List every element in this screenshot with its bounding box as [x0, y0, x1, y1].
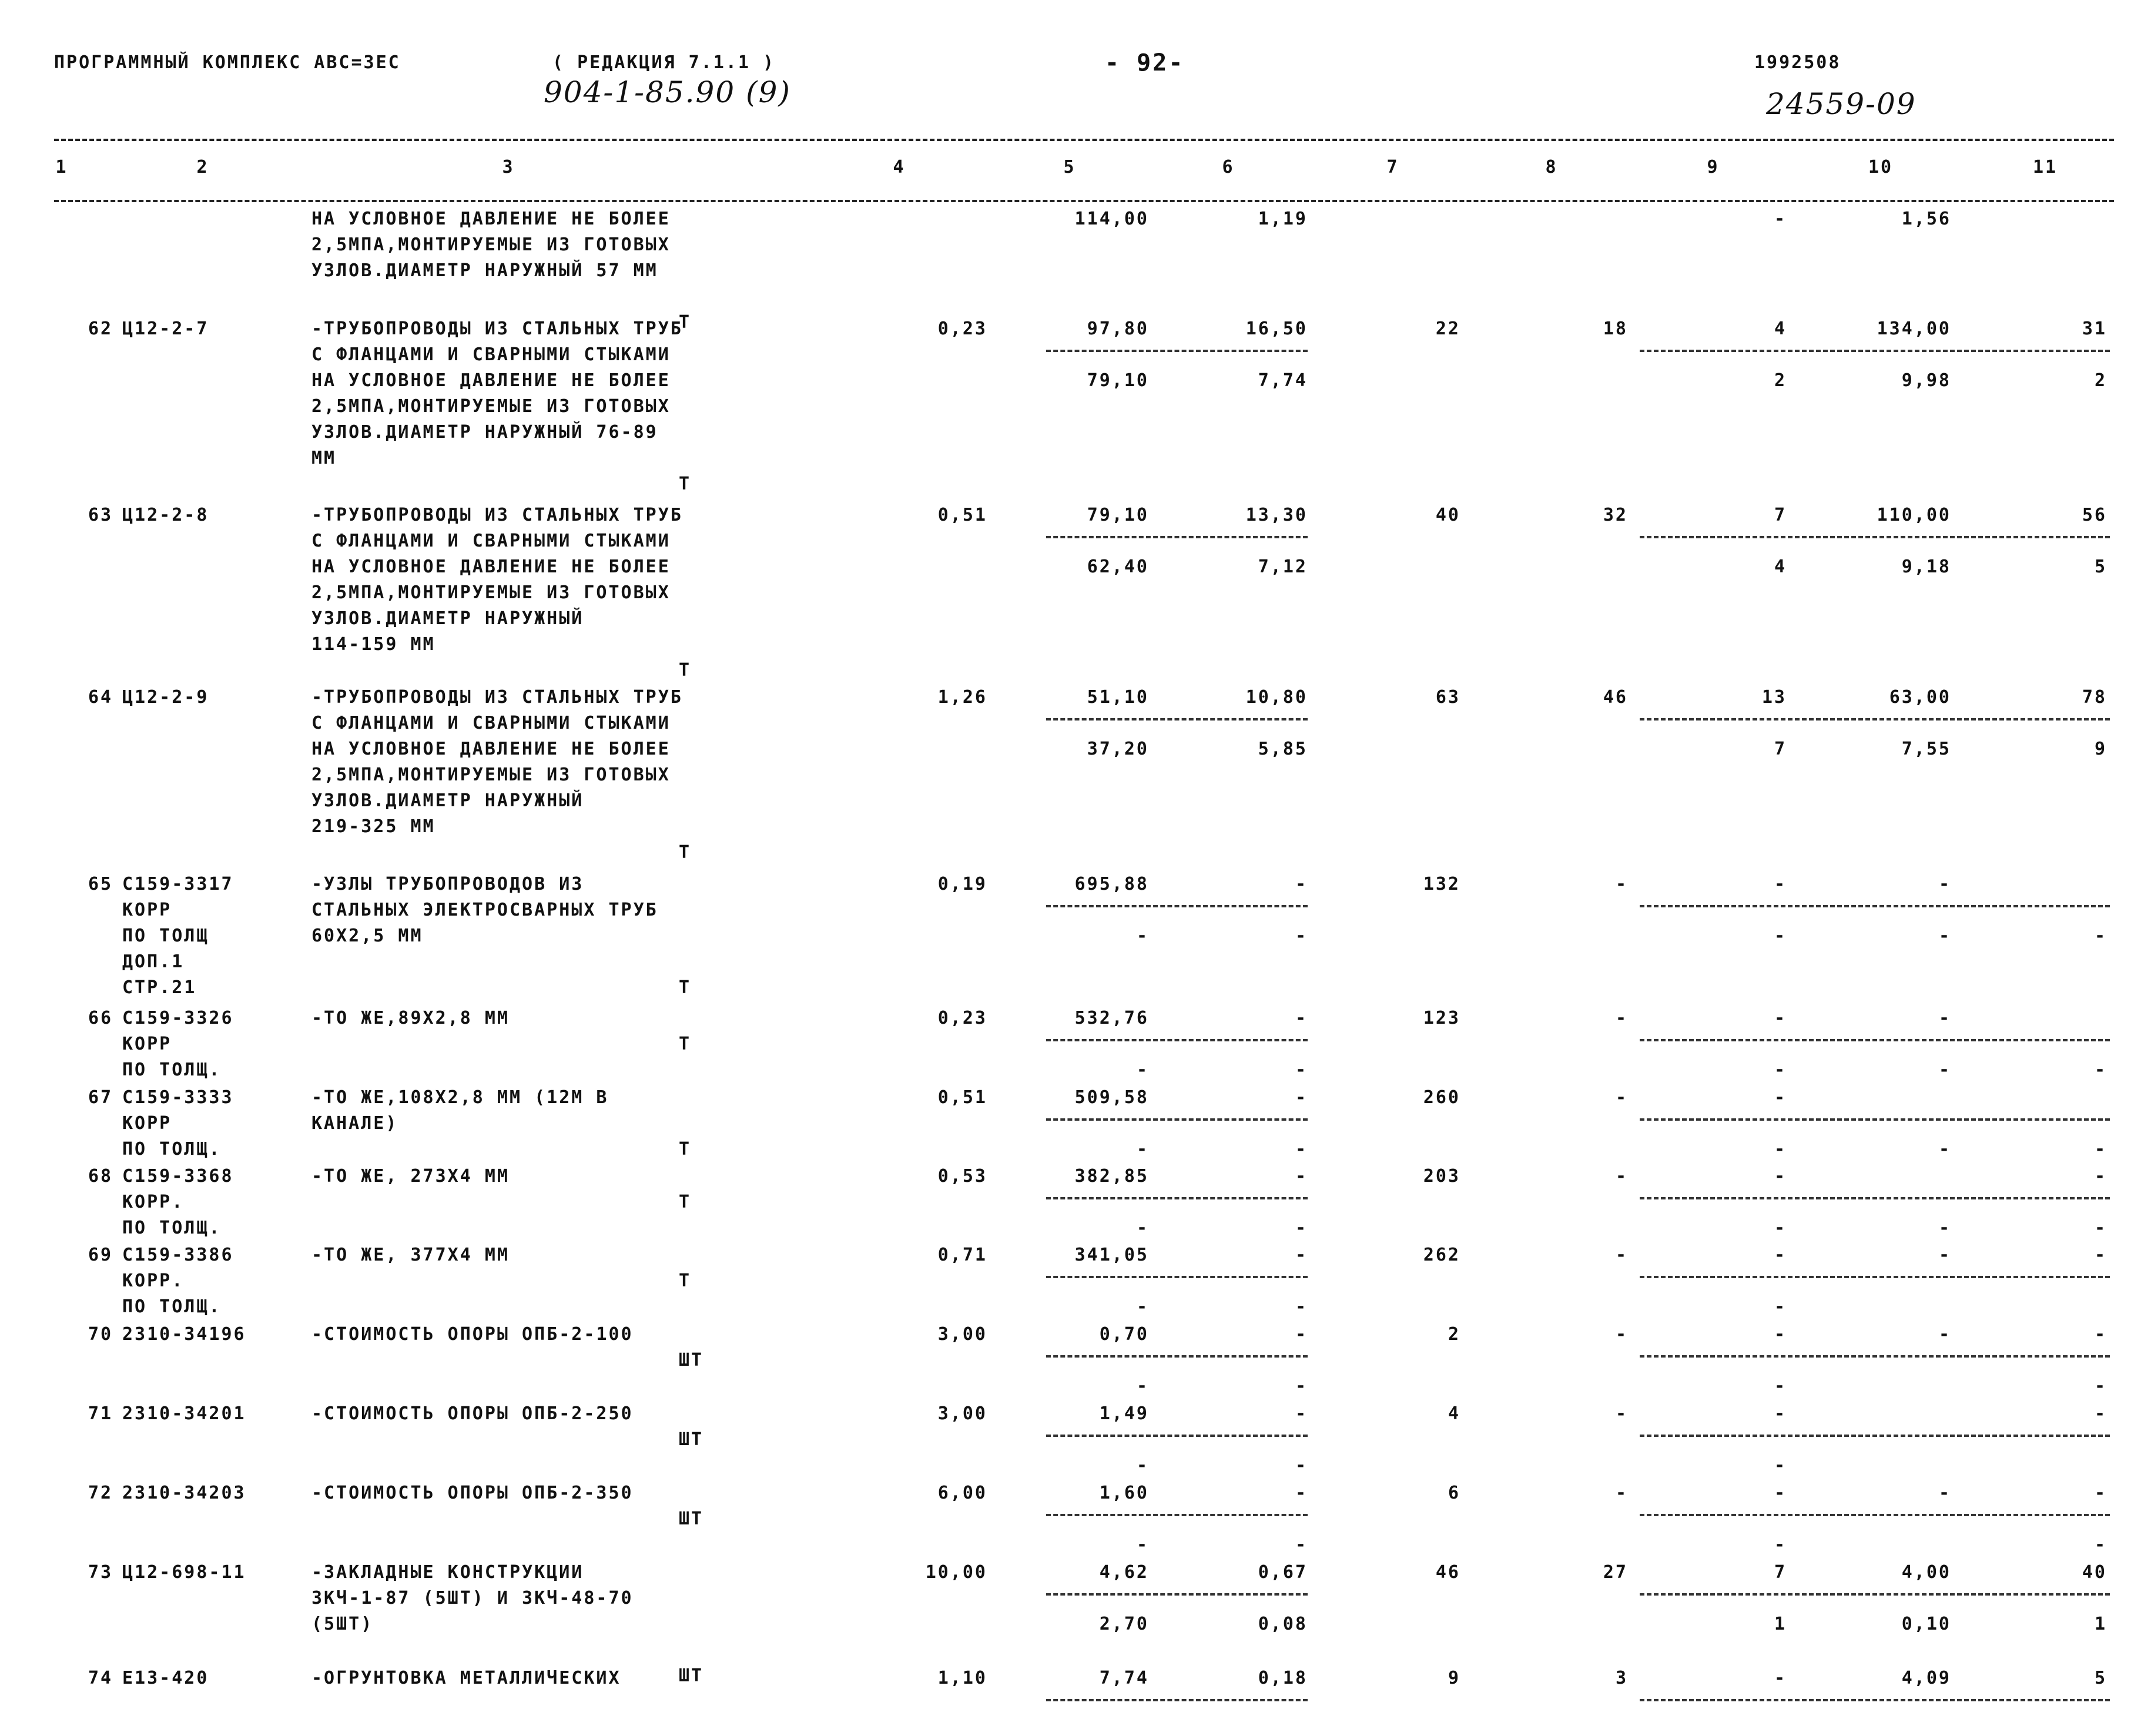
unit-mark: ШТ — [679, 1350, 704, 1370]
sub-s9: 2 — [1774, 370, 1787, 391]
cell-c6: - — [1295, 1166, 1308, 1187]
cell-c11: 5 — [2094, 1668, 2107, 1688]
cell-c11: - — [2094, 1483, 2107, 1503]
cell-c11: 40 — [2082, 1562, 2107, 1583]
cell-c6: - — [1295, 1403, 1308, 1424]
sub-s6: - — [1295, 1376, 1308, 1396]
sub-s10: - — [1938, 926, 1951, 946]
separator-dash — [1640, 1276, 2110, 1278]
sub-s6: 5,85 — [1258, 739, 1308, 759]
column-header-4: 4 — [893, 157, 906, 177]
sub-s11: 1 — [2094, 1614, 2107, 1634]
sub-s11: 9 — [2094, 739, 2107, 759]
cell-c9: 4 — [1774, 319, 1787, 339]
cell-c8: 32 — [1603, 505, 1628, 525]
row-number: 65 — [88, 874, 113, 894]
work-description: -ТРУБОПРОВОДЫ ИЗ СТАЛЬНЫХ ТРУБ — [311, 505, 683, 525]
cell-c10: - — [1938, 1245, 1951, 1265]
cell-c9: - — [1774, 1324, 1787, 1345]
sub-s5: - — [1136, 1376, 1149, 1396]
cell-c11: - — [2094, 1245, 2107, 1265]
cell-c5: 1,49 — [1099, 1403, 1149, 1424]
sub-s10: - — [1938, 1218, 1951, 1238]
program-title: ПРОГРАММНЫЙ КОМПЛЕКС АВС=ЗЕС — [54, 52, 401, 73]
sub-s6: 7,74 — [1258, 370, 1308, 391]
cell-c9: 7 — [1774, 505, 1787, 525]
row-number: 70 — [88, 1324, 113, 1345]
cell-c6: - — [1295, 874, 1308, 894]
separator-dash — [1640, 905, 2110, 907]
cell-c9: - — [1774, 1166, 1787, 1187]
separator-dash — [1640, 1593, 2110, 1596]
cell-c7: 123 — [1423, 1008, 1460, 1028]
sub-s6: 7,12 — [1258, 557, 1308, 577]
separator-dash — [1640, 1039, 2110, 1041]
cell-c5: 695,88 — [1074, 874, 1149, 894]
cell-c7: 262 — [1423, 1245, 1460, 1265]
sub-s10: 9,18 — [1901, 557, 1951, 577]
separator-dash — [1640, 536, 2110, 538]
separator-dash — [1640, 718, 2110, 720]
sub-s6: 0,08 — [1258, 1614, 1308, 1634]
cell-c10: 1,56 — [1901, 209, 1951, 229]
separator-dash — [1640, 1118, 2110, 1121]
work-description: -ТРУБОПРОВОДЫ ИЗ СТАЛЬНЫХ ТРУБ — [311, 687, 683, 708]
resource-code: 2310-34196 — [122, 1324, 246, 1345]
cell-c5: 1,60 — [1099, 1483, 1149, 1503]
resource-code: Ц12-698-11 — [122, 1562, 246, 1583]
resource-code: 2310-34203 — [122, 1483, 246, 1503]
cell-c8: - — [1615, 1166, 1628, 1187]
cell-c8: 27 — [1603, 1562, 1628, 1583]
separator-dash — [1046, 1197, 1308, 1199]
separator-dash — [1046, 1118, 1308, 1121]
sub-s11: - — [2094, 1218, 2107, 1238]
cell-qty: 0,71 — [937, 1245, 987, 1265]
cell-c10: - — [1938, 874, 1951, 894]
separator-dash — [1046, 718, 1308, 720]
cell-c7: 46 — [1435, 1562, 1460, 1583]
sub-s9: - — [1774, 1376, 1787, 1396]
page-number: - 92- — [1105, 49, 1185, 76]
cell-c7: 40 — [1435, 505, 1460, 525]
sub-s5: 62,40 — [1087, 557, 1149, 577]
resource-code: ПО ТОЛЩ. — [122, 1296, 222, 1317]
unit-mark: T — [679, 474, 692, 494]
sub-s10: 0,10 — [1901, 1614, 1951, 1634]
cell-qty: 0,19 — [937, 874, 987, 894]
sub-s9: - — [1774, 1296, 1787, 1317]
cell-c6: - — [1295, 1087, 1308, 1108]
cell-qty: 10,00 — [925, 1562, 987, 1583]
sub-s6: - — [1295, 1060, 1308, 1080]
work-description: С ФЛАНЦАМИ И СВАРНЫМИ СТЫКАМИ — [311, 713, 671, 733]
resource-code: ПО ТОЛЩ. — [122, 1139, 222, 1159]
work-description: УЗЛОВ.ДИАМЕТР НАРУЖНЫЙ 57 ММ — [311, 260, 658, 281]
sub-s10: - — [1938, 1060, 1951, 1080]
cell-c6: 1,19 — [1258, 209, 1308, 229]
unit-mark: T — [679, 312, 692, 333]
column-header-8: 8 — [1545, 157, 1558, 177]
work-description: 60Х2,5 ММ — [311, 926, 423, 946]
resource-code: 2310-34201 — [122, 1403, 246, 1424]
row-number: 74 — [88, 1668, 113, 1688]
column-header-11: 11 — [2032, 157, 2058, 177]
doc-number-handwritten: 24559-09 — [1766, 87, 1917, 121]
row-number: 66 — [88, 1008, 113, 1028]
resource-code: ПО ТОЛЩ — [122, 926, 209, 946]
cell-c8: 3 — [1615, 1668, 1628, 1688]
cell-c9: - — [1774, 1087, 1787, 1108]
work-description: -СТОИМОСТЬ ОПОРЫ ОПБ-2-250 — [311, 1403, 634, 1424]
work-description: 219-325 ММ — [311, 816, 435, 837]
project-number-handwritten: 904-1-85.90 (9) — [544, 75, 791, 109]
sub-s5: - — [1136, 1060, 1149, 1080]
cell-c8: - — [1615, 874, 1628, 894]
cell-c10: - — [1938, 1483, 1951, 1503]
resource-code: ПО ТОЛЩ. — [122, 1060, 222, 1080]
cell-c11: - — [2094, 1324, 2107, 1345]
work-description: 2,5МПА,МОНТИРУЕМЫЕ ИЗ ГОТОВЫХ — [311, 765, 671, 785]
work-description: -ОГРУНТОВКА МЕТАЛЛИЧЕСКИХ — [311, 1668, 621, 1688]
sub-s5: - — [1136, 1455, 1149, 1476]
cell-c5: 51,10 — [1087, 687, 1149, 708]
work-description: НА УСЛОВНОЕ ДАВЛЕНИЕ НЕ БОЛЕЕ — [311, 739, 671, 759]
sub-s9: 7 — [1774, 739, 1787, 759]
sub-s11: 5 — [2094, 557, 2107, 577]
cell-c9: - — [1774, 209, 1787, 229]
cell-c9: - — [1774, 1668, 1787, 1688]
cell-c7: 203 — [1423, 1166, 1460, 1187]
separator-dash — [1640, 1699, 2110, 1701]
column-header-5: 5 — [1063, 157, 1076, 177]
cell-c6: 0,18 — [1258, 1668, 1308, 1688]
work-description: -ТРУБОПРОВОДЫ ИЗ СТАЛЬНЫХ ТРУБ — [311, 319, 683, 339]
sub-s11: - — [2094, 1376, 2107, 1396]
cell-c6: - — [1295, 1245, 1308, 1265]
cell-c6: 13,30 — [1245, 505, 1308, 525]
cell-c10: 4,09 — [1901, 1668, 1951, 1688]
column-header-9: 9 — [1707, 157, 1720, 177]
work-description: 114-159 ММ — [311, 634, 435, 655]
resource-code: КОРР. — [122, 1192, 185, 1212]
resource-code: КОРР — [122, 1113, 172, 1134]
cell-c7: 132 — [1423, 874, 1460, 894]
cell-c11: 56 — [2082, 505, 2107, 525]
work-description: -ЗАКЛАДНЫЕ КОНСТРУКЦИИ — [311, 1562, 584, 1583]
separator-dash — [1046, 1593, 1308, 1596]
cell-qty: 0,51 — [937, 505, 987, 525]
cell-c10: 4,00 — [1901, 1562, 1951, 1583]
resource-code: ДОП.1 — [122, 951, 185, 972]
unit-mark: T — [679, 1139, 692, 1159]
sub-s10: 7,55 — [1901, 739, 1951, 759]
cell-c7: 63 — [1435, 687, 1460, 708]
sub-s5: - — [1136, 1139, 1149, 1159]
cell-c8: - — [1615, 1483, 1628, 1503]
cell-c9: - — [1774, 1483, 1787, 1503]
cell-qty: 6,00 — [937, 1483, 987, 1503]
separator-dash — [1640, 350, 2110, 352]
cell-c10: 110,00 — [1877, 505, 1951, 525]
sub-s11: - — [2094, 1060, 2107, 1080]
sub-s11: 2 — [2094, 370, 2107, 391]
work-description: -ТО ЖЕ, 377Х4 ММ — [311, 1245, 510, 1265]
cell-c9: - — [1774, 1008, 1787, 1028]
column-header-2: 2 — [196, 157, 209, 177]
cell-c5: 509,58 — [1074, 1087, 1149, 1108]
work-description: 2,5МПА,МОНТИРУЕМЫЕ ИЗ ГОТОВЫХ — [311, 396, 671, 417]
sub-s5: 37,20 — [1087, 739, 1149, 759]
row-number: 64 — [88, 687, 113, 708]
work-description: СТАЛЬНЫХ ЭЛЕКТРОСВАРНЫХ ТРУБ — [311, 900, 658, 920]
column-header-6: 6 — [1222, 157, 1235, 177]
resource-code: Ц12-2-8 — [122, 505, 209, 525]
resource-code: Ц12-2-7 — [122, 319, 209, 339]
edition-label: ( РЕДАКЦИЯ 7.1.1 ) — [552, 52, 776, 73]
row-number: 73 — [88, 1562, 113, 1583]
cell-qty: 0,23 — [937, 319, 987, 339]
cell-qty: 3,00 — [937, 1324, 987, 1345]
sub-s5: - — [1136, 1218, 1149, 1238]
resource-code: С159-3368 — [122, 1166, 234, 1187]
sub-s11: - — [2094, 926, 2107, 946]
resource-code: СТР.21 — [122, 977, 197, 998]
row-number: 63 — [88, 505, 113, 525]
cell-c5: 382,85 — [1074, 1166, 1149, 1187]
unit-mark: T — [679, 660, 692, 681]
unit-mark: T — [679, 1271, 692, 1291]
cell-qty: 0,51 — [937, 1087, 987, 1108]
column-header-3: 3 — [502, 157, 515, 177]
work-description: УЗЛОВ.ДИАМЕТР НАРУЖНЫЙ — [311, 608, 584, 629]
work-description: (5ШТ) — [311, 1614, 374, 1634]
cell-c11: - — [2094, 1403, 2107, 1424]
cell-c8: - — [1615, 1008, 1628, 1028]
work-description: КАНАЛЕ) — [311, 1113, 398, 1134]
work-description: С ФЛАНЦАМИ И СВАРНЫМИ СТЫКАМИ — [311, 344, 671, 365]
cell-qty: 0,53 — [937, 1166, 987, 1187]
cell-c10: 134,00 — [1877, 319, 1951, 339]
sub-s6: - — [1295, 1534, 1308, 1555]
cell-qty: 3,00 — [937, 1403, 987, 1424]
resource-code: С159-3326 — [122, 1008, 234, 1028]
sub-s9: - — [1774, 1139, 1787, 1159]
unit-mark: T — [679, 842, 692, 863]
cell-c7: 6 — [1448, 1483, 1460, 1503]
resource-code: Е13-420 — [122, 1668, 209, 1688]
sub-s5: 79,10 — [1087, 370, 1149, 391]
cell-c6: 10,80 — [1245, 687, 1308, 708]
resource-code: С159-3386 — [122, 1245, 234, 1265]
work-description: -УЗЛЫ ТРУБОПРОВОДОВ ИЗ — [311, 874, 584, 894]
work-description: НА УСЛОВНОЕ ДАВЛЕНИЕ НЕ БОЛЕЕ — [311, 209, 671, 229]
sub-s9: - — [1774, 1060, 1787, 1080]
sub-s9: 1 — [1774, 1614, 1787, 1634]
cell-c9: - — [1774, 1245, 1787, 1265]
unit-mark: ШТ — [679, 1509, 704, 1529]
sub-s6: - — [1295, 926, 1308, 946]
work-description: -ТО ЖЕ,108Х2,8 ММ (12М В — [311, 1087, 609, 1108]
work-description: 2,5МПА,МОНТИРУЕМЫЕ ИЗ ГОТОВЫХ — [311, 582, 671, 603]
cell-c5: 532,76 — [1074, 1008, 1149, 1028]
separator-dash — [1046, 1514, 1308, 1516]
cell-c7: 9 — [1448, 1668, 1460, 1688]
separator-dash — [1640, 1435, 2110, 1437]
work-description: ММ — [311, 448, 337, 468]
resource-code: Ц12-2-9 — [122, 687, 209, 708]
separator-dash — [1640, 1355, 2110, 1358]
cell-c10: 63,00 — [1889, 687, 1951, 708]
cell-c7: 4 — [1448, 1403, 1460, 1424]
work-description: -СТОИМОСТЬ ОПОРЫ ОПБ-2-350 — [311, 1483, 634, 1503]
sub-s5: - — [1136, 1534, 1149, 1555]
sub-s6: - — [1295, 1218, 1308, 1238]
sub-s11: - — [2094, 1534, 2107, 1555]
resource-code: С159-3333 — [122, 1087, 234, 1108]
sub-s9: 4 — [1774, 557, 1787, 577]
row-number: 69 — [88, 1245, 113, 1265]
unit-mark: T — [679, 977, 692, 998]
row-number: 62 — [88, 319, 113, 339]
separator-dash — [1046, 350, 1308, 352]
work-description: ЗКЧ-1-87 (5ШТ) И ЗКЧ-48-70 — [311, 1588, 634, 1608]
work-description: УЗЛОВ.ДИАМЕТР НАРУЖНЫЙ — [311, 790, 584, 811]
work-description: С ФЛАНЦАМИ И СВАРНЫМИ СТЫКАМИ — [311, 531, 671, 551]
resource-code: ПО ТОЛЩ. — [122, 1218, 222, 1238]
separator-dash — [1046, 905, 1308, 907]
sub-s9: - — [1774, 1218, 1787, 1238]
sub-s5: 2,70 — [1099, 1614, 1149, 1634]
cell-c6: - — [1295, 1008, 1308, 1028]
cell-c6: 0,67 — [1258, 1562, 1308, 1583]
sub-s5: - — [1136, 1296, 1149, 1317]
cell-c8: 18 — [1603, 319, 1628, 339]
cell-c8: - — [1615, 1403, 1628, 1424]
work-description: -ТО ЖЕ,89Х2,8 ММ — [311, 1008, 510, 1028]
cell-c9: 13 — [1761, 687, 1787, 708]
cell-c11: - — [2094, 1166, 2107, 1187]
separator-dash — [1046, 1276, 1308, 1278]
separator-dash — [1046, 1699, 1308, 1701]
sub-s11: - — [2094, 1139, 2107, 1159]
cell-c6: 16,50 — [1245, 319, 1308, 339]
work-description: -СТОИМОСТЬ ОПОРЫ ОПБ-2-100 — [311, 1324, 634, 1345]
cell-c11: 31 — [2082, 319, 2107, 339]
cell-qty: 1,10 — [937, 1668, 987, 1688]
separator-dash — [1046, 536, 1308, 538]
unit-mark: ШТ — [679, 1665, 704, 1686]
cell-c7: 22 — [1435, 319, 1460, 339]
cell-qty: 0,23 — [937, 1008, 987, 1028]
column-header-7: 7 — [1386, 157, 1399, 177]
row-number: 68 — [88, 1166, 113, 1187]
work-description: 2,5МПА,МОНТИРУЕМЫЕ ИЗ ГОТОВЫХ — [311, 234, 671, 255]
sub-s10: 9,98 — [1901, 370, 1951, 391]
sub-s6: - — [1295, 1296, 1308, 1317]
document-code: 1992508 — [1754, 52, 1841, 73]
cell-c7: 260 — [1423, 1087, 1460, 1108]
cell-qty: 1,26 — [937, 687, 987, 708]
cell-c8: - — [1615, 1087, 1628, 1108]
cell-c8: - — [1615, 1245, 1628, 1265]
sub-s6: - — [1295, 1455, 1308, 1476]
resource-code: КОРР — [122, 900, 172, 920]
sub-s9: - — [1774, 1455, 1787, 1476]
sub-s10: - — [1938, 1139, 1951, 1159]
cell-c5: 4,62 — [1099, 1562, 1149, 1583]
cell-c11: 78 — [2082, 687, 2107, 708]
cell-c5: 341,05 — [1074, 1245, 1149, 1265]
cell-c5: 7,74 — [1099, 1668, 1149, 1688]
unit-mark: T — [679, 1034, 692, 1054]
sub-s5: - — [1136, 926, 1149, 946]
work-description: -ТО ЖЕ, 273Х4 ММ — [311, 1166, 510, 1187]
row-number: 71 — [88, 1403, 113, 1424]
column-header-1: 1 — [55, 157, 68, 177]
cell-c9: - — [1774, 874, 1787, 894]
row-number: 67 — [88, 1087, 113, 1108]
cell-c5: 0,70 — [1099, 1324, 1149, 1345]
work-description: НА УСЛОВНОЕ ДАВЛЕНИЕ НЕ БОЛЕЕ — [311, 557, 671, 577]
sub-s9: - — [1774, 1534, 1787, 1555]
work-description: УЗЛОВ.ДИАМЕТР НАРУЖНЫЙ 76-89 — [311, 422, 658, 443]
resource-code: С159-3317 — [122, 874, 234, 894]
column-header-10: 10 — [1868, 157, 1894, 177]
separator-dash — [1640, 1197, 2110, 1199]
resource-code: КОРР. — [122, 1271, 185, 1291]
cell-c5: 114,00 — [1074, 209, 1149, 229]
cell-c9: 7 — [1774, 1562, 1787, 1583]
unit-mark: ШТ — [679, 1429, 704, 1450]
sub-s6: - — [1295, 1139, 1308, 1159]
cell-c7: 2 — [1448, 1324, 1460, 1345]
cell-c10: - — [1938, 1324, 1951, 1345]
separator-dash — [1046, 1435, 1308, 1437]
separator-dash — [1046, 1355, 1308, 1358]
resource-code: КОРР — [122, 1034, 172, 1054]
separator-dash — [1046, 1039, 1308, 1041]
unit-mark: T — [679, 1192, 692, 1212]
row-number: 72 — [88, 1483, 113, 1503]
sub-s9: - — [1774, 926, 1787, 946]
cell-c8: 46 — [1603, 687, 1628, 708]
cell-c6: - — [1295, 1324, 1308, 1345]
cell-c5: 79,10 — [1087, 505, 1149, 525]
cell-c9: - — [1774, 1403, 1787, 1424]
cell-c8: - — [1615, 1324, 1628, 1345]
separator-dash — [1640, 1514, 2110, 1516]
cell-c5: 97,80 — [1087, 319, 1149, 339]
cell-c6: - — [1295, 1483, 1308, 1503]
cell-c10: - — [1938, 1008, 1951, 1028]
work-description: НА УСЛОВНОЕ ДАВЛЕНИЕ НЕ БОЛЕЕ — [311, 370, 671, 391]
